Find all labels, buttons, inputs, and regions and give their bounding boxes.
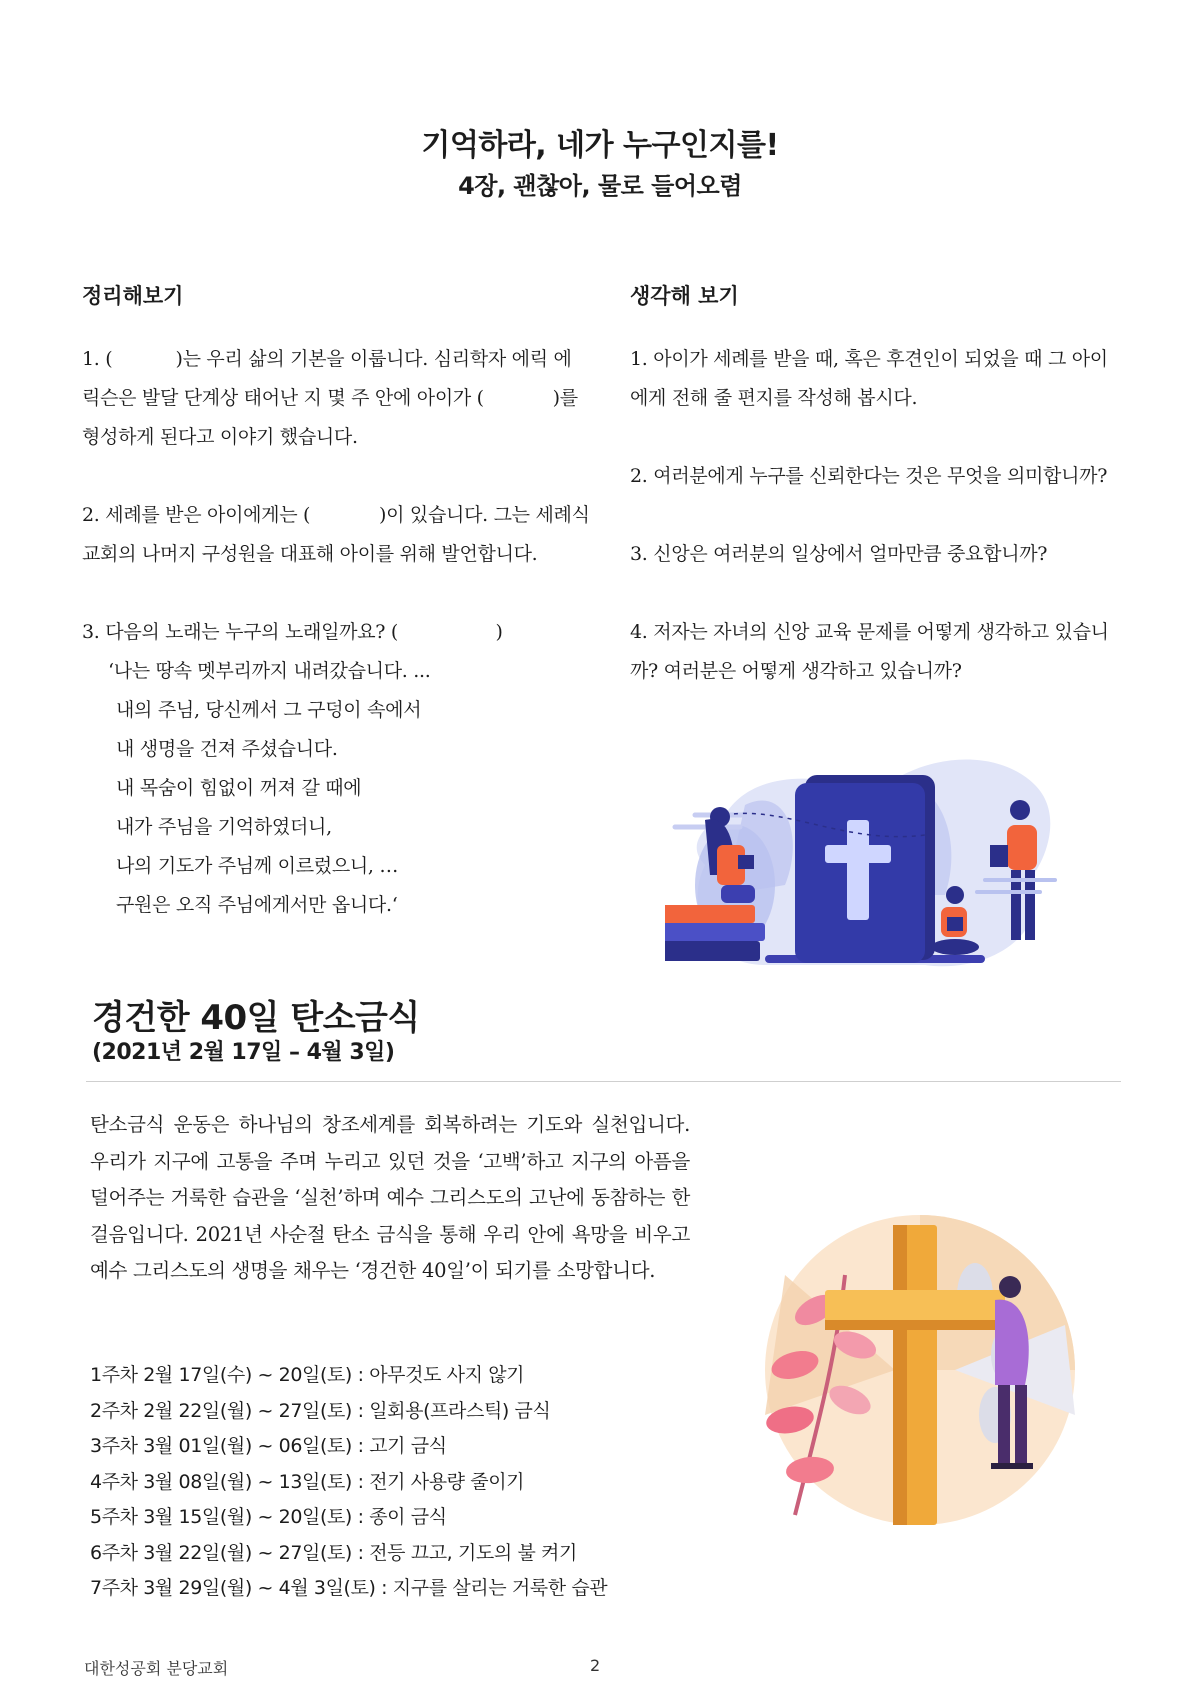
week-item: 4주차 3월 08일(월) ~ 13일(토) : 전기 사용량 줄이기 (90, 1470, 525, 1493)
page-number: 2 (590, 1656, 601, 1675)
poem-line: 내의 주님, 당신께서 그 구덩이 속에서 (116, 699, 422, 721)
review-q1-line: 1. ( )는 우리 삶의 기본을 이룹니다. 심리학자 에릭 에 (82, 348, 572, 370)
poem-line: 나의 기도가 주님께 이르렀으니, … (116, 855, 399, 877)
reflect-q4-line: 4. 저자는 자녀의 신앙 교육 문제를 어떻게 생각하고 있습니 (630, 621, 1109, 643)
reflect-q2: 2. 여러분에게 누구를 신뢰한다는 것은 무엇을 의미합니까? (630, 465, 1108, 487)
reflect-q1-line: 에게 전해 줄 편지를 작성해 봅시다. (630, 387, 918, 409)
review-q1-line: 형성하게 된다고 이야기 했습니다. (82, 426, 358, 448)
poem-line: ‘나는 땅속 멧부리까지 내려갔습니다. ... (108, 660, 431, 682)
week-item: 7주차 3월 29일(월) ~ 4월 3일(토) : 지구를 살리는 거룩한 습관 (90, 1577, 608, 1599)
week-item: 5주차 3월 15일(월) ~ 20일(토) : 종이 금식 (90, 1506, 447, 1528)
reflect-q4-line: 까? 여러분은 어떻게 생각하고 있습니까? (630, 660, 962, 682)
week-item: 1주차 2월 17일(수) ~ 20일(토) : 아무것도 사지 않기 (90, 1364, 525, 1386)
review-q1-line: 릭슨은 발달 단계상 태어난 지 몇 주 안에 아이가 ( )를 (82, 387, 578, 409)
review-q2-line: 2. 세례를 받은 아이에게는 ( )이 있습니다. 그는 세례식 (82, 504, 590, 526)
poem-line: 구원은 오직 주님에게서만 옵니다.‘ (116, 894, 398, 916)
week-item: 2주차 2월 22일(월) ~ 27일(토) : 일회용(프라스틱) 금식 (90, 1399, 551, 1422)
reflect-questions (630, 340, 1150, 691)
review-questions (82, 340, 602, 925)
reflect-heading: 생각해 보기 (630, 284, 739, 308)
week-item: 3주차 3월 01일(월) ~ 06일(토) : 고기 금식 (90, 1435, 447, 1457)
poem-line: 내 생명을 건져 주셨습니다. (116, 738, 338, 760)
bible-reading-illustration (665, 745, 1065, 1005)
reflect-q1-line: 1. 아이가 세례를 받을 때, 혹은 후견인이 되었을 때 그 아이 (630, 348, 1108, 370)
fasting-intro: 탄소금식 운동은 하나님의 창조세계를 회복하려는 기도와 실천입니다. 우리가 지구에 고통을 주며 누리고 있던 것을 ‘고백’하고 지구의 아픔을 덜어주는 거룩한 습관을 ‘실천’하며 예수 그리스도의 고난에 동참하는 한걸음입니다. 2021년 사순절 탄소 금식을 통해 우리 안에 욕망을 비우고 예수 그리스도의 생명을 채우는 ‘경건한 40일’이 되기를 소망합니다. (90, 1113, 690, 1282)
page-subtitle: 4장, 괜찮아, 물로 들어오렴 (458, 172, 742, 200)
poem-line: 내가 주님을 기억하였더니, (116, 816, 332, 838)
poem-line: 내 목숨이 힘없이 꺼져 갈 때에 (116, 777, 362, 799)
review-q2-line: 교회의 나머지 구성원을 대표해 아이를 위해 발언합니다. (82, 543, 538, 565)
fasting-subtitle: (2021년 2월 17일 – 4월 3일) (92, 1040, 395, 1065)
page-title: 기억하라, 네가 누구인지를! (421, 128, 779, 163)
footer-church-name: 대한성공회 분당교회 (84, 1659, 229, 1678)
fasting-week-list (90, 1358, 607, 1607)
fasting-title: 경건한 40일 탄소금식 (92, 998, 420, 1038)
review-heading: 정리해보기 (82, 284, 184, 308)
section-divider (86, 1081, 1121, 1082)
reflect-q3: 3. 신앙은 여러분의 일상에서 얼마만큼 중요합니까? (630, 543, 1048, 565)
cross-illustration (755, 1215, 1085, 1535)
review-q3-line: 3. 다음의 노래는 누구의 노래일까요? ( ) (82, 621, 503, 643)
week-item: 6주차 3월 22일(월) ~ 27일(토) : 전등 끄고, 기도의 불 켜기 (90, 1541, 577, 1564)
